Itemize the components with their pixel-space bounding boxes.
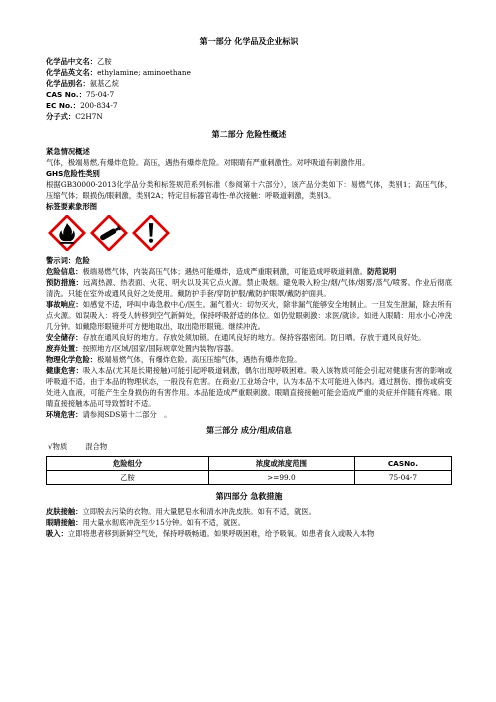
response-label: 事故响应： (46, 300, 83, 309)
exclamation-icon (132, 215, 170, 251)
header-concentration: 浓度或浓度范围 (209, 457, 355, 471)
hazard-row (46, 266, 452, 277)
label: 分子式： (46, 112, 76, 121)
cell-component: 乙胺 (47, 471, 209, 485)
physical-hazard-row (46, 354, 452, 365)
row-alias (46, 78, 452, 89)
signal-word-row (46, 255, 452, 266)
emergency-heading: 紧急情况概述 (46, 147, 90, 156)
row-en-name (46, 67, 452, 78)
part4-title: 第四部分 急救措施 (215, 492, 283, 501)
gas-cylinder-icon (90, 215, 128, 251)
ghs-pictograms (48, 215, 452, 251)
label: 化学品英文名： (46, 68, 98, 77)
row-formula (46, 111, 452, 122)
flame-icon (48, 215, 86, 251)
row-ec (46, 100, 452, 111)
ghs-heading: GHS危险性类别 (46, 169, 100, 178)
cell-cas: 75-04-7 (354, 471, 451, 485)
cell-concentration: >=99.0 (209, 471, 355, 485)
health-label: 健康危害： (46, 366, 84, 375)
row-cn-name (46, 56, 452, 67)
response-row (46, 299, 452, 332)
value: 200-834-7 (80, 101, 118, 110)
eye-label: 眼睛接触： (46, 518, 83, 527)
label: EC No.： (46, 101, 81, 110)
ghs-text: 根据GB30000-2013化学品分类和标签规范系列标准（参阅第十六部分），该产品分类如下：易燃气体，类别1；高压气体，压缩气体；眼损伤/眼刺激，类别2A；特定目标器官毒性-单次接触：呼吸道刺激，类别3。 (46, 180, 452, 200)
env-hazard-row (46, 409, 452, 420)
part2-title: 第二部分 危险性概述 (211, 130, 287, 139)
skin-text: 立即脱去污染的衣物。用大量肥皂水和清水冲洗皮肤。如有不适，就医。 (82, 507, 316, 516)
hazard-label: 危险信息： (46, 267, 83, 276)
value: 75-04-7 (86, 90, 115, 99)
precaution-heading: 防范说明 (367, 267, 397, 276)
mixture-option: 混合物 (85, 442, 108, 451)
env-text: 请参阅SDS第十二部分 。 (82, 410, 172, 419)
value: 乙胺 (97, 57, 112, 66)
row-cas (46, 89, 452, 100)
storage-row (46, 332, 452, 343)
health-text: 吸入本品(尤其是长期接触)可能引起呼吸道刺激，偶尔出现呼吸困难。吸入该物质可能会引起对健康有害的影响或呼吸道不适。由于本品的物理状态，一般没有危害。在商业/工业场合中，认为本品不太可能进入体内。通过割伤、擦伤或病变处进入血液，可能产生全身损伤的有害作用。本品能造成严重眼刺激。眼睛直接接触可能会造成严重的炎症并伴随有疼痛。眼睛直接接触本品可导致暂时不适。 (46, 366, 452, 408)
value: ethylamine; aminoethane (97, 68, 191, 77)
hazard-text: 极端易燃气体，内装高压气体；遇热可能爆炸，造成严重眼刺激，可能造成呼吸道刺激。 (82, 267, 368, 276)
physical-text: 极端易燃气体，有爆炸危险。高压压缩气体，遇热有爆炸危险。 (97, 355, 302, 364)
prevention-row (46, 277, 452, 299)
substance-mixture-row (48, 441, 452, 452)
disposal-row (46, 343, 452, 354)
prevention-text: 远离热源、热表面、火花、明火以及其它点火源。禁止吸烟。避免吸入粉尘/烟/气体/烟雾/蒸气/喷雾。作业后彻底清洗。只能在室外或通风良好之处使用。戴防护手套/穿防护服/戴防护眼罩/戴防护面具。 (46, 278, 453, 298)
header-component: 危险组分 (47, 457, 209, 471)
skin-contact-row (46, 506, 452, 517)
inhalation-row (46, 528, 452, 539)
eye-contact-row (46, 517, 452, 528)
part1-title: 第一部分 化学品及企业标识 (199, 37, 299, 46)
label: 化学品中文名： (46, 57, 98, 66)
disposal-text: 按照地方/区域/国家/国际规章处置内装物/容器。 (82, 344, 239, 353)
value: C2H7N (75, 112, 103, 121)
table-row (47, 471, 452, 485)
eye-text: 用大量水彻底冲洗至少15分钟。如有不适，就医。 (82, 518, 246, 527)
substance-option: √物质 (48, 442, 68, 451)
disposal-label: 废弃处置： (46, 344, 83, 353)
header-cas: CASNo. (354, 457, 451, 471)
pictogram-heading: 标签要素象形图 (46, 202, 98, 211)
table-header-row (47, 457, 452, 471)
signal-label: 警示词： (46, 256, 76, 265)
storage-label: 安全储存： (46, 333, 83, 342)
response-text: 如感觉不适，呼叫中毒急救中心/医生。漏气着火：切勿灭火，除非漏气能够安全地制止。一旦发生泄漏，除去所有点火源。如误吸入：将受人转移到空气新鲜处，保持呼吸舒适的体位。如仍觉眼刺激：求医/就诊。如进入眼睛：用水小心冲洗几分钟。如戴隐形眼镜并可方便地取出，取出隐形眼镜。继续冲洗。 (46, 300, 452, 331)
env-label: 环境危害： (46, 410, 83, 419)
skin-label: 皮肤接触： (46, 507, 83, 516)
emergency-text: 气体，极端易燃,有爆炸危险。高压，遇热有爆炸危险。对眼睛有严重刺激性。对呼吸道有刺激作用。 (46, 158, 370, 167)
signal-value: 危险 (75, 256, 90, 265)
part3-title: 第三部分 成分/组成信息 (206, 426, 292, 435)
part1-identification (46, 56, 452, 122)
physical-label: 物理化学危险： (46, 355, 98, 364)
storage-text: 存放在通风良好的地方。存放处须加锁。在通风良好的地方。保持容器密闭。防日晒。存放于通风良好处。 (82, 333, 426, 342)
label: CAS No.： (46, 90, 86, 99)
value: 氨基乙烷 (89, 79, 119, 88)
health-hazard-row (46, 365, 452, 409)
prevention-label: 预防措施： (46, 278, 84, 287)
inhale-text: 立即将患者移到新鲜空气处，保持呼吸畅通。如果呼吸困难，给予吸氧。如患者食入或吸入本物 (67, 529, 375, 538)
label: 化学品别名： (46, 79, 90, 88)
inhale-label: 吸入： (46, 529, 68, 538)
composition-table (46, 456, 452, 485)
